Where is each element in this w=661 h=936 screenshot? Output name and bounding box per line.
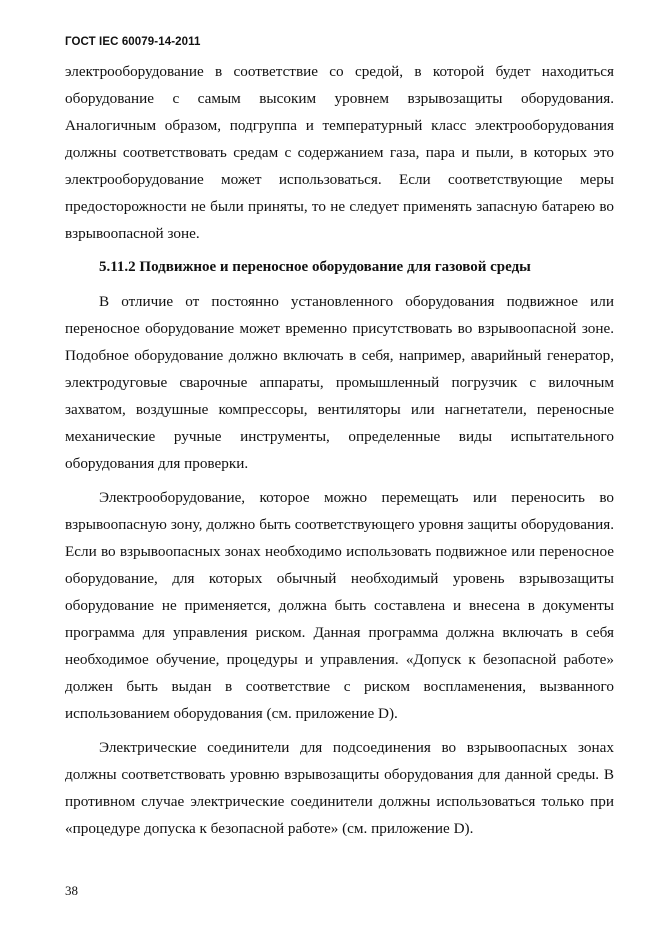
paragraph-continued: электрооборудование в соответствие со средой, в которой будет находиться оборудование с самым высоким уровнем взрывозащиты оборудования. Аналогичным образом, подгруппа и температурный класс электрооборудования должны соответствовать средам с содержанием газа, пара и пыли, в которых это электрооборудование может использоваться. Если соответствующие меры предосторожности не были приняты, то не следует применять запасную батарею во взрывоопасной зоне. [65,63,614,242]
paragraph-mobile-equipment: В отличие от постоянно установленного оборудования подвижное или переносное оборудование может временно присутствовать во взрывоопасной зоне. Подобное оборудование должно включать в себя, например, аварийный генератор, электродуговые сварочные аппараты, промышленный погрузчик с вилочным захватом, воздушные компрессоры, вентиляторы или нагнетатели, переносные механические ручные инструменты, определенные виды испытательного оборудования для проверки. [65,293,614,472]
page-number: 38 [65,883,78,898]
document-code-header: ГОСТ IEC 60079-14-2011 [65,36,201,48]
paragraph-risk-program: Электрооборудование, которое можно перемещать или переносить во взрывоопасную зону, должно быть соответствующего уровня защиты оборудования. Если во взрывоопасных зонах необходимо использовать подвижное или переносное оборудование, для которых обычный необходимый уровень взрывозащиты оборудование не применяется, должна быть составлена и внесена в документы программа для управления риском. Данная программа должна включать в себя необходимое обучение, процедуры и управления. «Допуск к безопасной работе» должен быть выдан в соответствие с риском воспламенения, вызванного использованием оборудования (см. приложение D). [65,489,614,722]
paragraph-connectors: Электрические соединители для подсоединения во взрывоопасных зонах должны соответствовать уровню взрывозащиты оборудования для данной среды. В противном случае электрические соединители должны использоваться только при «процедуре допуска к безопасной работе» (см. приложение D). [65,739,614,837]
document-body [65,58,614,842]
section-heading: 5.11.2 Подвижное и переносное оборудование для газовой среды [99,259,531,275]
